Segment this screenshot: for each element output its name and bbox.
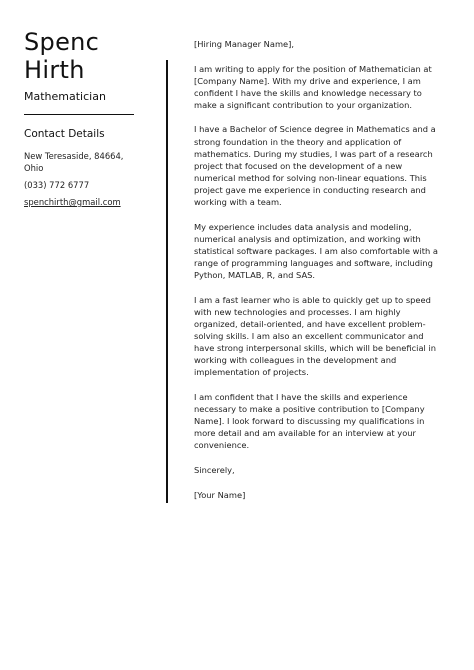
email-link[interactable]: spenchirth@gmail.com [24, 197, 121, 207]
signature: [Your Name] [194, 489, 246, 500]
first-name: Spenc [24, 28, 100, 56]
salutation: [Hiring Manager Name], [194, 39, 295, 49]
letter-body [194, 38, 439, 513]
vertical-divider [166, 60, 168, 503]
closing: Sincerely, [194, 464, 235, 475]
contact-details-heading: Contact Details [24, 128, 105, 140]
letter-paragraph-2: I have a Bachelor of Science degree in Mathematics and a strong foundation in the theory and application of mathematics. During my studies, I was part of a research project that focused on the development of a new numerical method for solving non-linear equations. This project gave me experience in conducting research and working with a team. [194, 124, 436, 208]
letter-paragraph-4: I am a fast learner who is able to quickly get up to speed with new technologies and processes. I am highly organized, detail-oriented, and have excellent problem-solving skills. I am also an excellent communicator and have strong interpersonal skills, which will be beneficial in working with colleagues in the development and implementation of projects. [194, 294, 437, 378]
address-line-2: Ohio [24, 163, 44, 173]
letter-paragraph-1: I am writing to apply for the position of Mathematician at [Company Name]. With my drive and experience, I am confident I have the skills and knowledge necessary to make a significant contribution to your organization. [194, 63, 432, 110]
address-line-1: New Teresaside, 84664, [24, 151, 124, 161]
sidebar [24, 28, 136, 208]
letter-paragraph-3: My experience includes data analysis and modeling, numerical analysis and optimization, and working with statistical software packages. I am also comfortable with a range of programming languages and software, including Python, MATLAB, R, and SAS. [194, 221, 438, 280]
last-name: Hirth [24, 56, 85, 84]
phone-number: (033) 772 6777 [24, 180, 90, 190]
job-title: Mathematician [24, 90, 106, 103]
letter-paragraph-5: I am confident that I have the skills and experience necessary to make a positive contribution to [Company Name]. I look forward to discussing my qualifications in more detail and am available for an interview at your convenience. [194, 391, 425, 451]
name-divider [24, 114, 134, 115]
